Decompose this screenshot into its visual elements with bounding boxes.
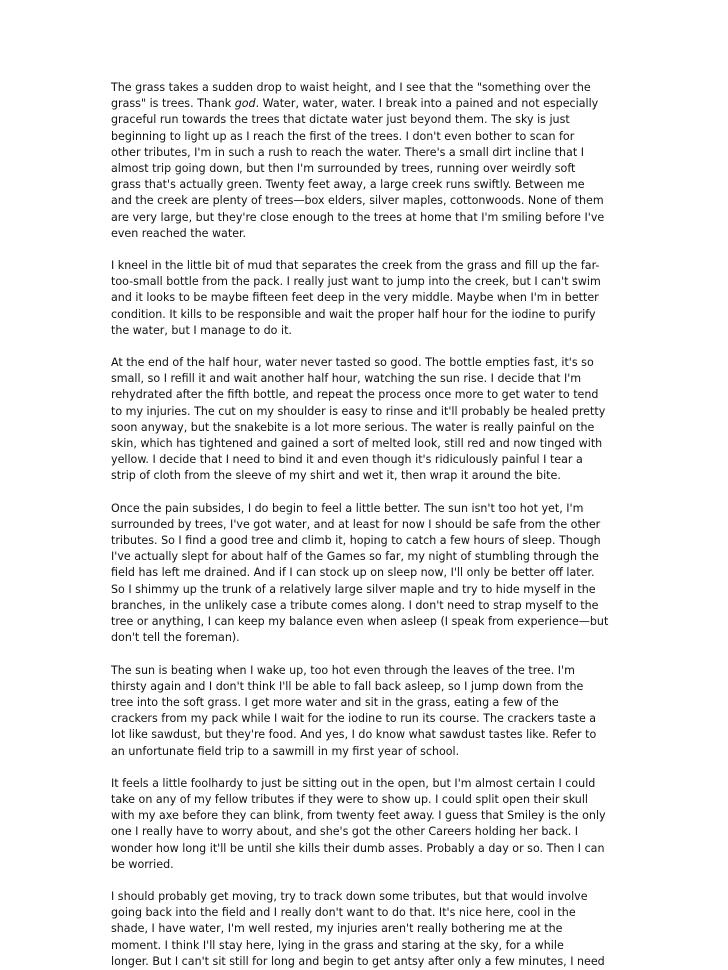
emphasis-god: god — [234, 97, 256, 111]
paragraph-1-rest: . Water, water, water. I break into a pained and not especially graceful run towards the trees that dictate water just beyond them. The sky is just beginning to light up as I reach the first of the trees. I don't even bother to scan for other tributes, I'm in such a rush to reach the water. There's a small dirt incline that I almost trip going down, but then I'm surrounded by trees, running over weirdly soft grass that's actually green. Twenty feet away, a large creek runs swiftly. Between me and the creek are plenty of trees—box elders, silver maples, cottonwoods. None of them are very large, but they're close enough to the trees at home that I'm smiling before I've even reached the water. — [111, 97, 605, 240]
paragraph-7: I should probably get moving, try to track down some tributes, but that would involve going back into the field and I really don't want to do that. It's nice here, cool in the shade, I have water, I'm well rested, my injuries aren't really bothering me at the moment. I think I'll stay here, lying in the grass and staring at the sky, for a while longer. But I can't sit still for long and begin to get antsy after only a few minutes, I need — [111, 889, 605, 968]
paragraph-5: The sun is beating when I wake up, too hot even through the leaves of the tree. I'm thirsty again and I don't think I'll be able to fall back asleep, so I jump down from the tree into the soft grass. I get more water and sit in the grass, eating a few of the crackers from my pack while I wait for the iodine to run its course. The crackers taste a lot like sawdust, but they're food. And yes, I do know what sawdust tastes like. Refer to an unfortunate field trip to a sawmill in my first year of school. — [111, 663, 597, 758]
paragraph-4: Once the pain subsides, I do begin to feel a little better. The sun isn't too hot yet, I'm surrounded by trees, I've got water, and at least for now I should be safe from the other tributes. So I find a good tree and climb it, hoping to catch a few hours of sleep. Though I've actually slept for about half of the Games so far, my night of stumbling through the field has left me drained. And if I can stock up on sleep now, I'll only be better off later. So I shimmy up the trunk of a relatively large silver maple and try to hide myself in the branches, in the unlikely case a tribute comes along. I don't need to strap myself to the tree or anything, I can keep my balance even when asleep (I speak from experience—but don't tell the foreman). — [111, 501, 609, 645]
paragraph-6: It feels a little foolhardy to just be sitting out in the open, but I'm almost certain I could take on any of my fellow tributes if they were to show up. I could split open their skull with my axe before they can blink, from twenty feet away. I guess that Smiley is the only one I really have to worry about, and she's got the other Careers holding her back. I wonder how long it'll be until she kills their dumb asses. Probably a day or so. Then I can be worried. — [111, 776, 606, 871]
document-page — [111, 80, 621, 970]
paragraph-1-start: The grass takes a sudden drop to waist height, and I see that the "something over the grass" is trees. Thank — [111, 81, 591, 111]
paragraph-3: At the end of the half hour, water never tasted so good. The bottle empties fast, it's so small, so I refill it and wait another half hour, watching the sun rise. I decide that I'm rehydrated after the fifth bottle, and repeat the process once more to get water to tend to my injuries. The cut on my shoulder is easy to rinse and it'll probably be healed pretty soon anyway, but the snakebite is a lot more serious. The water is really painful on the skin, which has tightened and gained a sort of melted look, still red and now tinged with yellow. I decide that I need to bind it and even though it's ridiculously painful I tear a strip of cloth from the sleeve of my shirt and wet it, then wrap it around the bite. — [111, 356, 606, 483]
paragraph-2: I kneel in the little bit of mud that separates the creek from the grass and fill up the far- too-small bottle from the pack. I really just want to jump into the creek, but I can't swim and it looks to be maybe fifteen feet deep in the very middle. Maybe when I'm in better condition. It kills to be responsible and wait the proper half hour for the iodine to purify the water, but I manage to do it. — [111, 259, 601, 337]
paragraph-1 — [111, 80, 621, 242]
